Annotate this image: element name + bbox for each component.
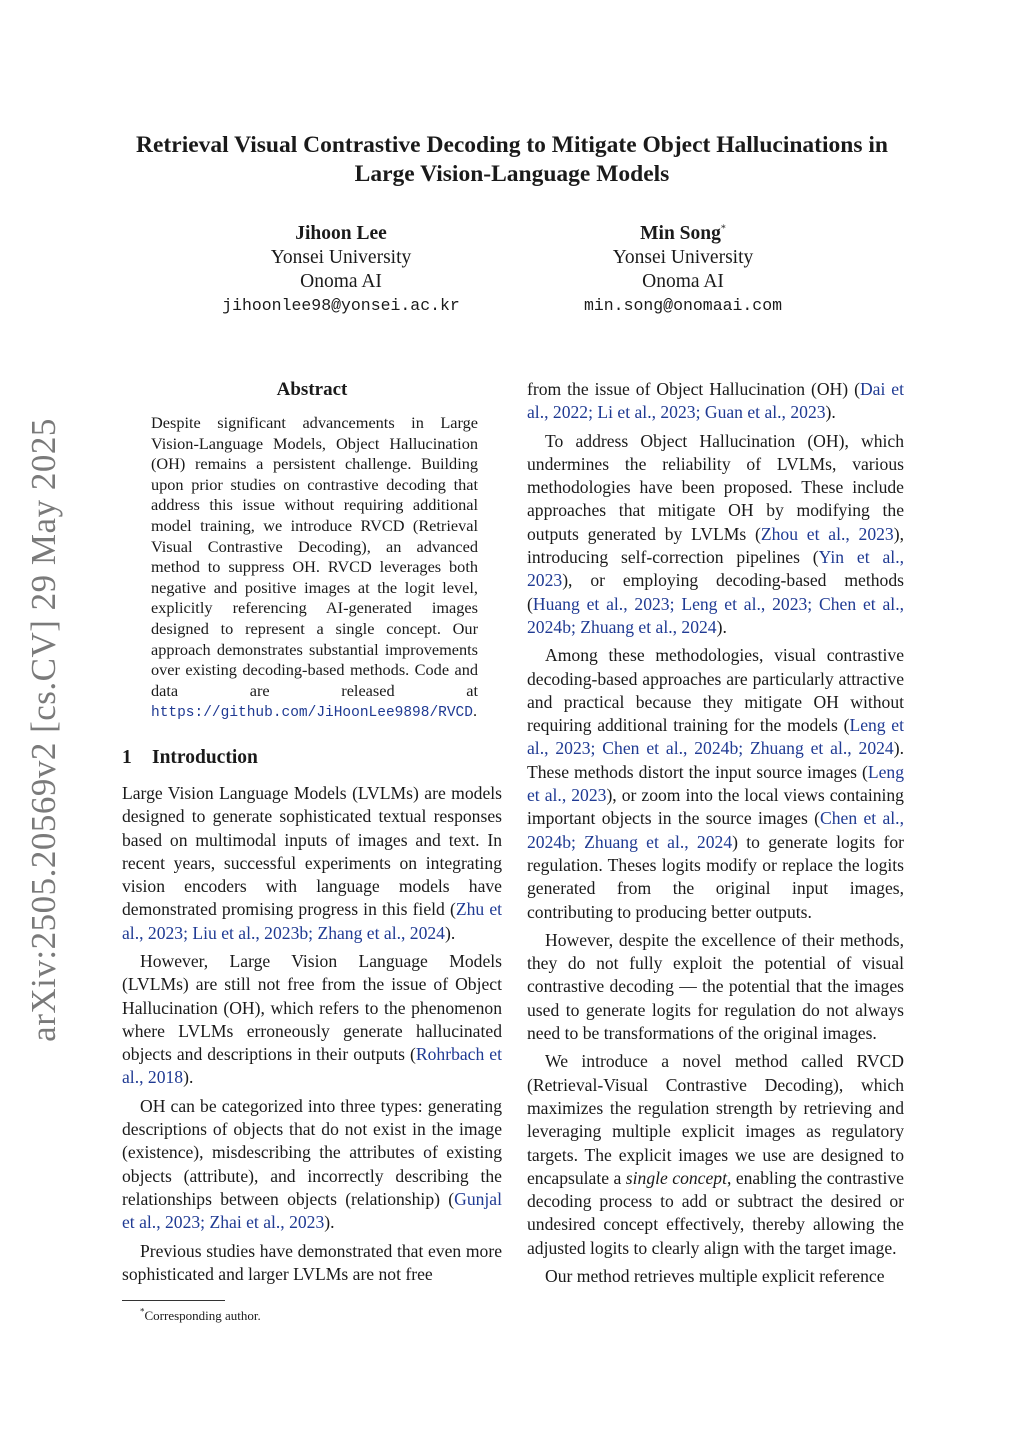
citation-link[interactable]: Rohrbach et al., 2018 bbox=[122, 1044, 502, 1088]
right-paragraph-3: However, despite the excellence of their methods, they do not fully exploit the potential of visual contrastive decoding — the potential that the images used to generate logits for regulation do not always need to be transformations of the original images. bbox=[527, 929, 904, 1044]
section-title: Introduction bbox=[152, 746, 258, 768]
abstract-text: Despite significant advancements in Large Vision-Language Models, Object Hallucination (OH) remains a persistent challenge. Building upon prior studies on contrastive decoding that address this issue without requiring additional model training, we introduce RVCD (Retrieval Visual Contrastive Decoding), an advanced method to suppress OH. RVCD leverages both negative and positive images at the logit level, explicitly referencing AI-generated images designed to represent a single concept. Our approach demonstrates substantial improvements over existing decoding-based methods. Code and data are released at bbox=[151, 413, 478, 700]
right-paragraph-4: We introduce a novel method called RVCD (Retrieval-Visual Contrastive Decoding), which maximizes the regulation strength by retrieving and leveraging multiple explicit images as regulatory targets. The explicit images we use are designed to encapsulate a single concept, enabling the contrastive decoding process to add or subtract the desired or undesired concept effectively, thereby allowing the adjusted logits to clearly align with the target image. bbox=[527, 1051, 904, 1258]
right-column bbox=[527, 378, 904, 1288]
arxiv-identifier-text: arXiv:2505.20569v2 [cs.CV] 29 May 2025 bbox=[24, 418, 63, 1042]
section-number: 1 bbox=[122, 746, 132, 768]
abstract-heading: Abstract bbox=[276, 379, 348, 400]
corresponding-mark: * bbox=[720, 223, 726, 235]
right-paragraph-2: Among these methodologies, visual contrastive decoding-based approaches are particularly attractive and practical because they mitigate OH without requiring additional training for the models (Leng et al., 2023; Chen et al., 2024b; Zhuang et al., 2024). These methods distort the input source images (Leng et al., 2023), or zoom into the local views containing important objects in the source images (Chen et al., 2024b; Zhuang et al., 2024) to generate logits for regulation. Theses logits modify or replace the logits generated from the original input images, contributing to producing better outputs. bbox=[527, 645, 904, 922]
title-line-2: Large Vision-Language Models bbox=[354, 161, 670, 187]
arxiv-identifier bbox=[24, 420, 64, 1040]
citation-link[interactable]: Gunjal et al., 2023; Zhai et al., 2023 bbox=[122, 1188, 502, 1233]
author-affiliation: Onoma AI bbox=[300, 271, 382, 292]
author-block-2 bbox=[523, 222, 843, 318]
author-affiliation: Yonsei University bbox=[612, 247, 754, 268]
emphasis: single concept bbox=[625, 1167, 727, 1188]
footnote bbox=[122, 1308, 502, 1324]
section-heading-introduction bbox=[122, 746, 502, 770]
right-paragraph-0: from the issue of Object Hallucination (OH) (Dai et al., 2022; Li et al., 2023; Guan et al., 2023). bbox=[527, 379, 905, 423]
citation-link[interactable]: Leng et al., 2023 bbox=[527, 761, 904, 806]
paper-title bbox=[110, 131, 914, 189]
citation-link[interactable]: Chen et al., 2024b; Zhuang et al., 2024 bbox=[527, 808, 904, 852]
left-column bbox=[122, 378, 502, 1324]
title-line-1: Retrieval Visual Contrastive Decoding to Mitigate Object Hallucinations in bbox=[136, 132, 888, 158]
intro-paragraph-3: OH can be categorized into three types: generating descriptions of objects that do not exist in the image (existence), misdescribing the attributes of existing objects (attribute), and incorrectly describing the relationships between objects (relationship) (Gunjal et al., 2023; Zhai et al., 2023). bbox=[122, 1095, 502, 1233]
abstract-body: Despite significant advancements in Large Vision-Language Models, Object Hallucination (OH) remains a persistent challenge. Building upon prior studies on contrastive decoding that address this issue without requiring additional model training, we introduce RVCD (Retrieval Visual Contrastive Decoding), an advanced method to suppress OH. RVCD leverages both negative and positive images at the logit level, explicitly referencing AI-generated images designed to represent a single concept. Our approach demonstrates substantial improvements over existing decoding-based methods. Code and data are released at https://github.com/JiHoonLee9898/RVCD. bbox=[151, 413, 478, 722]
code-url-link[interactable]: https://github.com/JiHoonLee9898/RVCD bbox=[151, 705, 473, 722]
author-block-1 bbox=[181, 222, 501, 318]
footnote-text: Corresponding author. bbox=[144, 1308, 261, 1324]
citation-link[interactable]: Dai et al., 2022; Li et al., 2023; Guan et al., 2023 bbox=[527, 379, 905, 423]
intro-paragraph-1: Large Vision Language Models (LVLMs) are models designed to generate sophisticated textual responses based on multimodal inputs of images and text. In recent years, successful experiments on integrating vision encoders with language models have demonstrated promising progress in this field (Zhu et al., 2023; Liu et al., 2023b; Zhang et al., 2024). bbox=[122, 782, 503, 943]
author-email[interactable]: min.song@onomaai.com bbox=[583, 296, 783, 315]
citation-link[interactable]: Huang et al., 2023; Leng et al., 2023; Chen et al., 2024b; Zhuang et al., 2024 bbox=[527, 593, 904, 637]
author-affiliation: Yonsei University bbox=[270, 247, 412, 268]
author-name-line bbox=[523, 222, 843, 246]
right-paragraph-5: Our method retrieves multiple explicit reference bbox=[545, 1265, 885, 1286]
intro-paragraph-4: Previous studies have demonstrated that even more sophisticated and larger LVLMs are not free bbox=[122, 1240, 502, 1284]
right-paragraph-1: To address Object Hallucination (OH), which undermines the reliability of LVLMs, various methodologies have been proposed. These include approaches that mitigate OH by modifying the outputs generated by LVLMs (Zhou et al., 2023), introducing self-correction pipelines (Yin et al., 2023), or employing decoding-based methods (Huang et al., 2023; Leng et al., 2023; Chen et al., 2024b; Zhuang et al., 2024). bbox=[527, 430, 904, 637]
citation-link[interactable]: Yin et al., 2023 bbox=[527, 547, 904, 591]
author-affiliation: Onoma AI bbox=[642, 271, 724, 292]
intro-paragraph-2: However, Large Vision Language Models (LVLMs) are still not free from the issue of Object Hallucination (OH), which refers to the phenomenon where LVLMs erroneously generate hallucinated objects and descriptions in their outputs (Rohrbach et al., 2018). bbox=[122, 950, 502, 1088]
footnote-rule bbox=[122, 1300, 225, 1301]
author-email[interactable]: jihoonlee98@yonsei.ac.kr bbox=[222, 296, 460, 315]
author-name: Min Song bbox=[640, 223, 721, 244]
citation-link[interactable]: Leng et al., 2023; Chen et al., 2024b; Zhuang et al., 2024 bbox=[527, 715, 904, 759]
citation-link[interactable]: Zhu et al., 2023; Liu et al., 2023b; Zhang et al., 2024 bbox=[122, 899, 503, 943]
footnote-mark: * bbox=[140, 1306, 145, 1317]
author-name: Jihoon Lee bbox=[295, 223, 387, 244]
citation-link[interactable]: Zhou et al., 2023 bbox=[760, 523, 894, 544]
